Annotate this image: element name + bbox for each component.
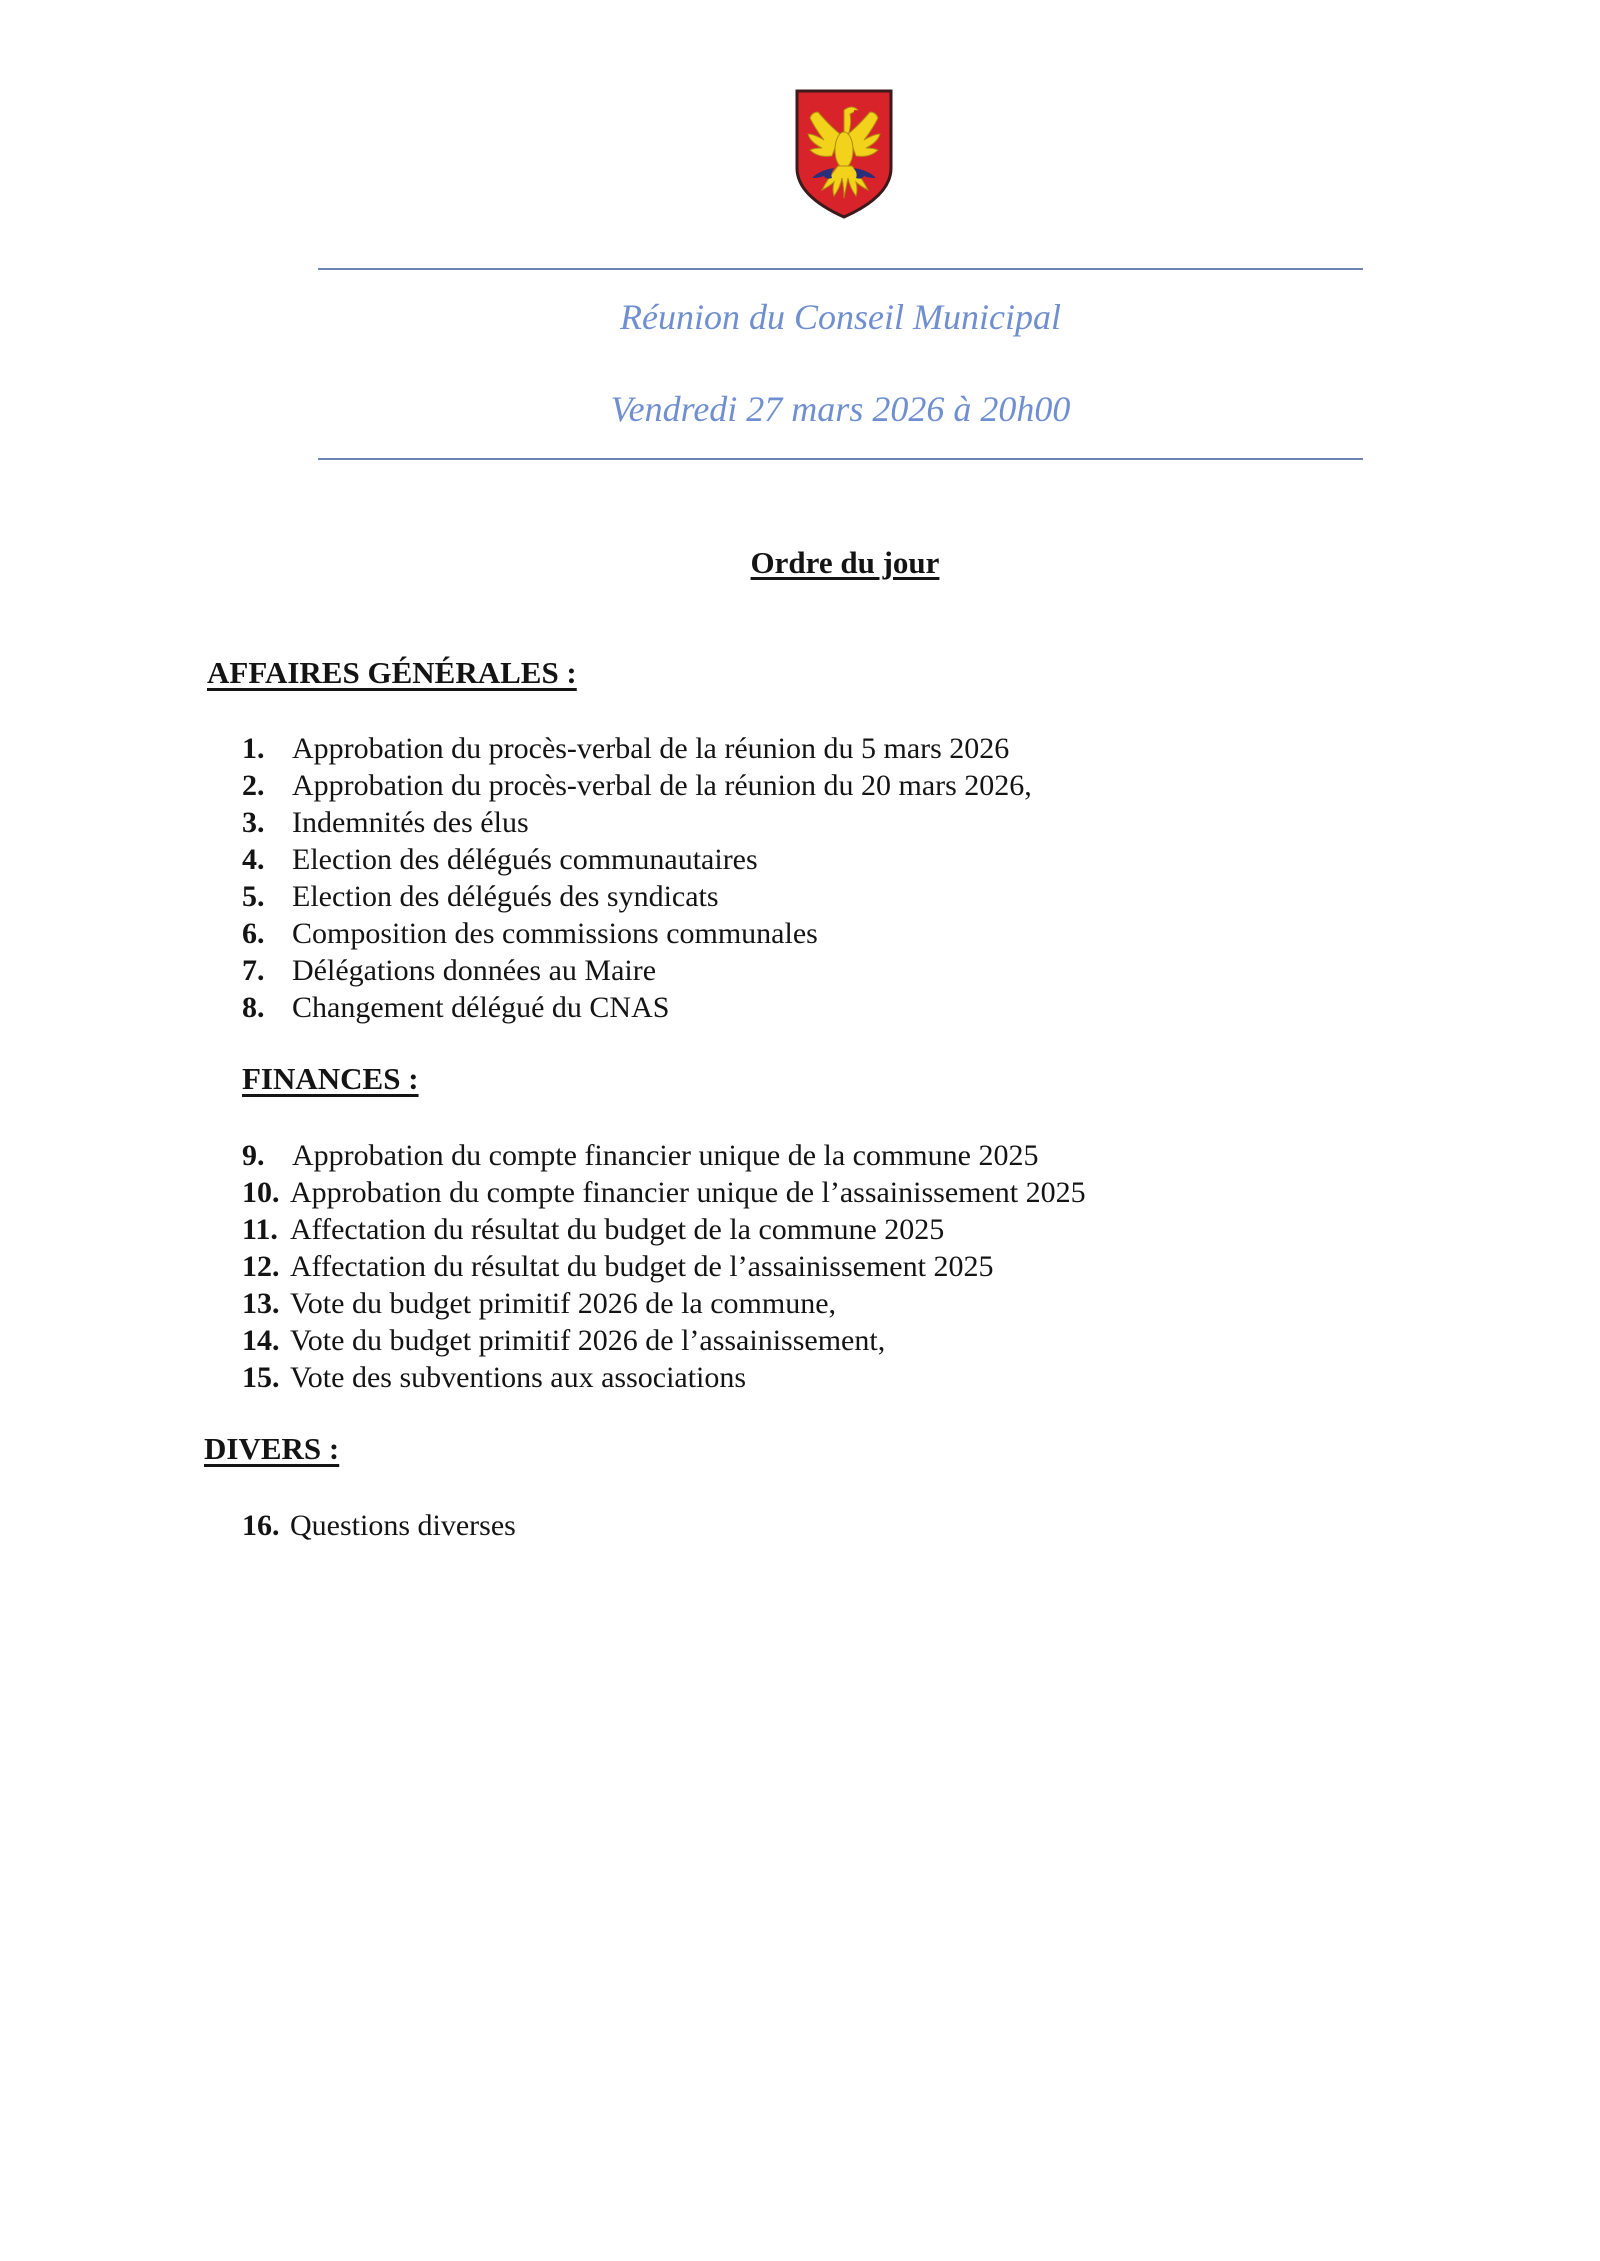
agenda-item: [242, 1137, 1086, 1174]
item-number: 12.: [242, 1250, 280, 1283]
header-rule-bottom: [318, 458, 1363, 460]
item-text: Délégations données au Maire: [292, 954, 657, 987]
item-text: Questions diverses: [290, 1509, 516, 1542]
agenda-item: [242, 1322, 1086, 1359]
item-text: Approbation du procès-verbal de la réunion du 20 mars 2026,: [292, 769, 1032, 802]
item-text: Election des délégués communautaires: [292, 843, 758, 876]
coat-of-arms-icon: [794, 88, 894, 220]
agenda-item: [242, 1507, 516, 1544]
section-heading-divers: DIVERS :: [204, 1431, 340, 1466]
item-text: Vote des subventions aux associations: [290, 1361, 747, 1394]
agenda-item: [242, 1211, 1086, 1248]
agenda-item: [242, 1359, 1086, 1396]
meeting-title: Réunion du Conseil Municipal: [620, 297, 1061, 337]
item-number: 11.: [242, 1213, 278, 1246]
item-number: 8.: [242, 991, 265, 1024]
item-text: Approbation du compte financier unique de l’assainissement 2025: [290, 1176, 1086, 1209]
item-text: Vote du budget primitif 2026 de l’assainissement,: [290, 1324, 886, 1357]
item-number: 9.: [242, 1139, 265, 1172]
item-text: Vote du budget primitif 2026 de la commune,: [290, 1287, 837, 1320]
section-heading-affaires-generales: AFFAIRES GÉNÉRALES :: [207, 655, 577, 690]
agenda-item: [242, 730, 1032, 767]
item-number: 15.: [242, 1361, 280, 1394]
item-number: 14.: [242, 1324, 280, 1357]
header-rule-top: [318, 268, 1363, 270]
item-number: 3.: [242, 806, 265, 839]
agenda-item: [242, 989, 1032, 1026]
item-number: 16.: [242, 1509, 280, 1542]
item-number: 7.: [242, 954, 265, 987]
agenda-item: [242, 804, 1032, 841]
agenda-title: Ordre du jour: [750, 545, 940, 580]
agenda-item: [242, 915, 1032, 952]
item-number: 4.: [242, 843, 265, 876]
item-number: 1.: [242, 732, 265, 765]
agenda-item: [242, 878, 1032, 915]
item-text: Affectation du résultat du budget de l’assainissement 2025: [290, 1250, 994, 1283]
item-text: Approbation du procès-verbal de la réunion du 5 mars 2026: [292, 732, 1010, 765]
item-text: Composition des commissions communales: [292, 917, 818, 950]
item-text: Approbation du compte financier unique de la commune 2025: [292, 1139, 1039, 1172]
agenda-item: [242, 1285, 1086, 1322]
item-number: 2.: [242, 769, 265, 802]
item-number: 13.: [242, 1287, 280, 1320]
agenda-item: [242, 841, 1032, 878]
item-text: Changement délégué du CNAS: [292, 991, 670, 1024]
item-number: 6.: [242, 917, 265, 950]
item-text: Indemnités des élus: [292, 806, 529, 839]
section-heading-finances: FINANCES :: [242, 1061, 419, 1096]
item-text: Election des délégués des syndicats: [292, 880, 719, 913]
item-number: 10.: [242, 1176, 280, 1209]
agenda-list-affaires-generales: [242, 730, 1032, 1026]
agenda-item: [242, 952, 1032, 989]
agenda-list-divers: [242, 1507, 516, 1544]
agenda-item: [242, 767, 1032, 804]
item-text: Affectation du résultat du budget de la commune 2025: [290, 1213, 945, 1246]
agenda-item: [242, 1248, 1086, 1285]
agenda-list-finances: [242, 1137, 1086, 1396]
agenda-item: [242, 1174, 1086, 1211]
meeting-date: Vendredi 27 mars 2026 à 20h00: [610, 389, 1071, 429]
item-number: 5.: [242, 880, 265, 913]
